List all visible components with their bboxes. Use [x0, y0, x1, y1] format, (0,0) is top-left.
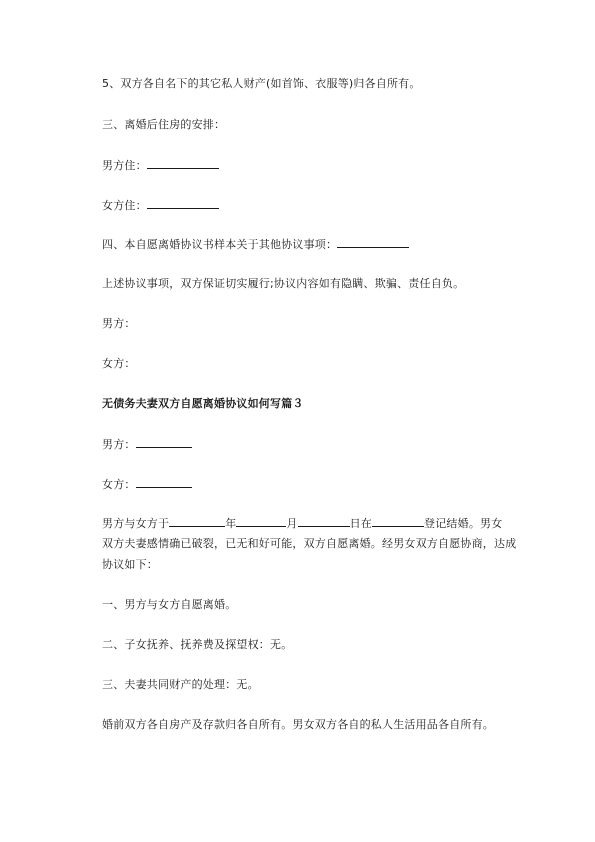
male-party-blank	[136, 437, 192, 448]
month-blank	[236, 516, 286, 527]
place-blank	[372, 516, 424, 527]
male-housing-label: 男方住：	[102, 159, 147, 172]
female-housing-label: 女方住：	[102, 199, 147, 212]
marriage-intro-text: 男方与女方于	[102, 517, 170, 530]
paragraph-breakdown: 双方夫妻感情确已破裂，已无和好可能，双方自愿离婚。经男女双方自愿协商，达成	[102, 537, 517, 550]
paragraph-premarital-property: 婚前双方各自房产及存款归各自所有。男女双方各自的私人生活用品各自所有。	[102, 718, 494, 731]
paragraph-other-matters	[102, 237, 409, 252]
female-party-blank	[136, 477, 192, 488]
paragraph-male-housing	[102, 158, 219, 173]
registration-text: 登记结婚。男女	[424, 517, 503, 530]
paragraph-item-three: 三、夫妻共同财产的处理：无。	[102, 678, 259, 691]
paragraph-female-housing	[102, 198, 219, 213]
paragraph-personal-property: 5、双方各自名下的其它私人财产(如首饰、衣服等)归各自所有。	[102, 77, 421, 90]
female-party-label: 女方：	[102, 478, 136, 491]
year-label: 年	[225, 517, 237, 530]
year-blank	[169, 516, 225, 527]
paragraph-female-party	[102, 477, 192, 492]
paragraph-male-signature: 男方：	[102, 317, 136, 330]
month-label: 月	[286, 517, 298, 530]
paragraph-marriage-date	[102, 516, 502, 531]
other-matters-label: 四、本自愿离婚协议书样本关于其他协议事项：	[102, 238, 338, 251]
paragraph-item-one: 一、男方与女方自愿离婚。	[102, 598, 237, 611]
paragraph-male-party	[102, 437, 192, 452]
male-housing-blank	[147, 158, 219, 169]
day-blank	[298, 516, 350, 527]
male-party-label: 男方：	[102, 438, 136, 451]
section-title: 无债务夫妻双方自愿离婚协议如何写篇３	[102, 397, 304, 410]
paragraph-item-two: 二、子女抚养、抚养费及探望权：无。	[102, 638, 293, 651]
paragraph-guarantee: 上述协议事项，双方保证切实履行;协议内容如有隐瞒、欺骗、责任自负。	[102, 277, 465, 290]
paragraph-housing-heading: 三、离婚后住房的安排：	[102, 118, 226, 131]
paragraph-agreement-intro: 协议如下：	[102, 558, 158, 571]
paragraph-female-signature: 女方：	[102, 357, 136, 370]
other-matters-blank	[337, 237, 409, 248]
day-label: 日在	[349, 517, 373, 530]
female-housing-blank	[147, 198, 219, 209]
